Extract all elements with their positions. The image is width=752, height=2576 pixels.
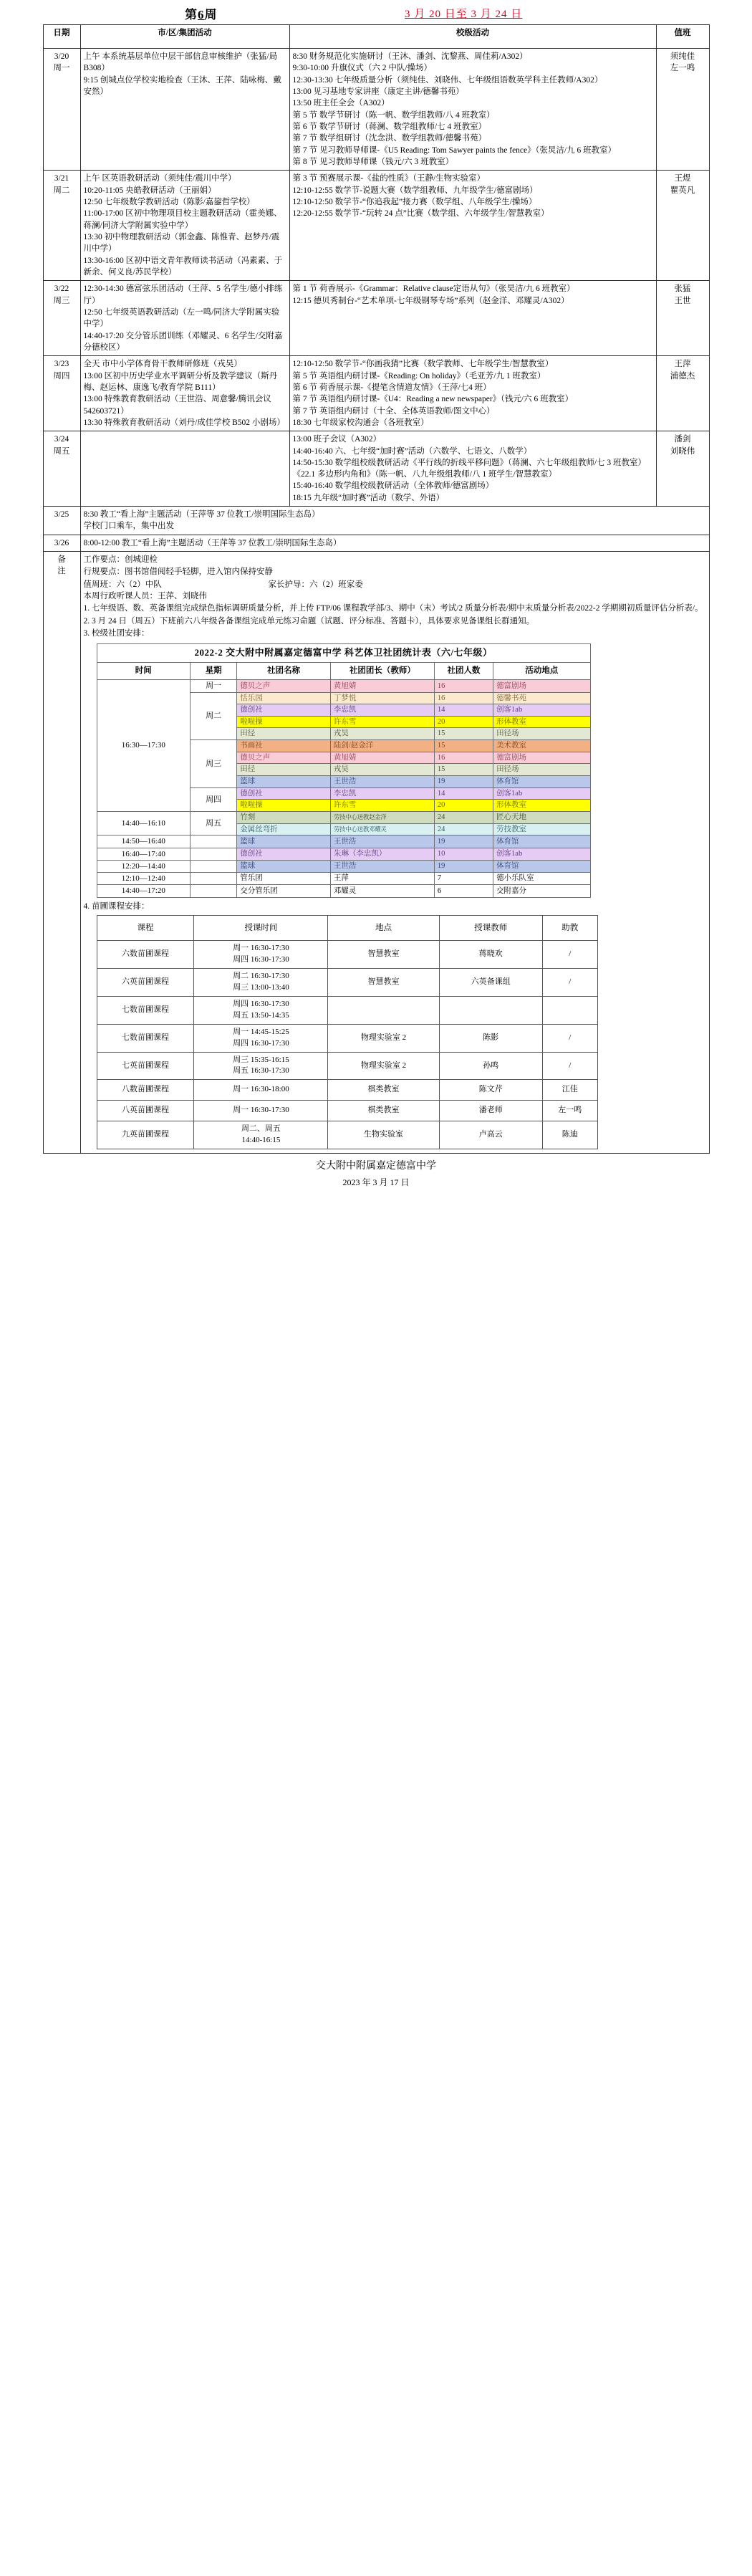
duty-line2: 浦德杰	[670, 371, 695, 380]
seed-assistant: /	[542, 1024, 597, 1052]
club-day: 周二	[191, 692, 237, 740]
club-col-day: 星期	[191, 663, 237, 680]
club-count: 15	[434, 728, 493, 740]
seed-time: 周二 16:30-17:30 周三 13:00-13:40	[194, 968, 328, 996]
club-col-time: 时间	[97, 663, 191, 680]
seed-teacher: 陈影	[439, 1024, 542, 1052]
date-line1: 3/23	[54, 360, 69, 369]
club-leader: 黄旭婧	[330, 680, 434, 692]
club-place: 匠心天地	[493, 811, 590, 823]
club-leader: 朱琳（李忠凯）	[330, 848, 434, 860]
club-name: 管乐团	[237, 873, 331, 885]
remarks-duty-parent-line	[84, 579, 706, 590]
table-row	[43, 507, 709, 535]
weekly-activity-table	[43, 24, 710, 1154]
club-place: 德馨书苑	[493, 692, 590, 704]
club-count: 24	[434, 823, 493, 835]
seed-row	[97, 1052, 597, 1080]
club-place: 体育馆	[493, 835, 590, 848]
row-city-activity-4	[80, 431, 289, 507]
seed-assistant: 江佳	[542, 1080, 597, 1101]
footer-school-name: 交大附中附属嘉定德富中学	[316, 1161, 436, 1172]
club-col-leader: 社团团长（教师）	[330, 663, 434, 680]
club-count: 19	[434, 860, 493, 872]
club-count: 24	[434, 811, 493, 823]
seed-assistant: 陈迪	[542, 1121, 597, 1149]
club-count: 16	[434, 692, 493, 704]
table-row	[43, 431, 709, 507]
date-line1: 3/20	[54, 52, 69, 61]
club-name: 田径	[237, 764, 331, 776]
club-place: 德富剧场	[493, 680, 590, 692]
remarks-duty-class: 值周班：六（2）中队	[83, 580, 162, 589]
club-table-body	[97, 680, 590, 897]
seed-place: 物理实验室 2	[328, 1052, 439, 1080]
date-range	[405, 6, 522, 21]
remarks-label	[43, 552, 80, 1154]
row-duty-4	[656, 431, 709, 507]
date-line2: 周三	[53, 296, 70, 305]
seed-course: 七数苗圃课程	[97, 996, 194, 1024]
club-count: 14	[434, 704, 493, 717]
club-leader: 王世浩	[330, 860, 434, 872]
seed-course: 八数苗圃课程	[97, 1080, 194, 1101]
club-leader: 黄旭婧	[330, 752, 434, 764]
club-name: 篮球	[237, 776, 331, 788]
club-row	[97, 873, 590, 885]
week-suffix: 周	[204, 8, 218, 21]
club-count: 14	[434, 787, 493, 800]
club-col-count: 社团人数	[434, 663, 493, 680]
seed-course: 六数苗圃课程	[97, 941, 194, 969]
club-place: 劳技教室	[493, 823, 590, 835]
club-count: 15	[434, 764, 493, 776]
club-day: 周一	[191, 680, 237, 692]
table-row	[43, 171, 709, 281]
duty-line2: 左一鸣	[670, 64, 695, 73]
column-header-date: 日期	[43, 25, 80, 49]
seed-place: 物理实验室 2	[328, 1024, 439, 1052]
club-count: 19	[434, 835, 493, 848]
seed-teacher: 陈文芹	[439, 1080, 542, 1101]
club-count: 15	[434, 740, 493, 752]
club-name: 交分管乐团	[237, 885, 331, 897]
date-line2: 周四	[53, 371, 70, 380]
seed-row	[97, 1101, 597, 1121]
club-col-place: 活动地点	[493, 663, 590, 680]
row-date-extra-0	[43, 507, 80, 535]
seed-teacher: 蒋晓欢	[439, 941, 542, 969]
club-name: 德贝之声	[237, 752, 331, 764]
club-header-row	[97, 663, 590, 680]
table-row	[43, 49, 709, 171]
seed-header-row	[97, 916, 597, 941]
club-place: 创客1ab	[493, 848, 590, 860]
club-day: 周五	[191, 811, 237, 835]
seed-assistant: /	[542, 1052, 597, 1080]
row-school-activity-4: 13:00 班子会议（A302） 14:40-16:40 六、七年级“加时赛”活动（六数学、七语文、八数学） 14:50-15:30 数学组校级教研活动《平行线的折线平移问题》（蒋澜、六七年级组教师/七 3 班教室） 《22.1 多边形内角和》（陈一帆、八九年级组教师/八 1 班学生/智慧教室） 15:40-16:40 数学组校级教研活动（全体教师/德富剧场） 18:15 九年级“加时赛”活动（数学、外语）	[289, 431, 656, 507]
seed-teacher: 六英备课组	[439, 968, 542, 996]
club-time: 12:10—12:40	[97, 873, 191, 885]
club-name: 竹刻	[237, 811, 331, 823]
row-date-extra-1	[43, 535, 80, 551]
table-row	[43, 281, 709, 356]
duty-line1: 潘剑	[674, 435, 691, 444]
seed-time: 周一 16:30-17:30	[194, 1101, 328, 1121]
week-title	[185, 4, 218, 22]
remarks-label-char-0: 备	[57, 555, 66, 565]
row-duty-1	[656, 171, 709, 281]
club-row	[97, 848, 590, 860]
club-name: 恬乐园	[237, 692, 331, 704]
club-leader: 王萍	[330, 873, 434, 885]
row-city-activity-2: 12:30-14:30 德富弦乐团活动（王萍、5 名学生/德小排练厅） 12:50 七年级英语教研活动（左一鸣/同济大学附属实验中学） 14:40-17:20 交分管乐团训练（邓耀灵、6 名学生/交附嘉分德校区）	[80, 281, 289, 356]
remarks-listen-staff: 本周行政听课人员：王萍、刘晓伟	[83, 592, 207, 601]
club-day	[191, 885, 237, 897]
seed-row	[97, 968, 597, 996]
page-footer	[43, 1158, 709, 1198]
seed-assistant: 左一鸣	[542, 1101, 597, 1121]
seed-teacher: 孙鸣	[439, 1052, 542, 1080]
row-school-activity-0: 8:30 财务规范化实施研讨（王沐、潘剑、沈黎燕、周佳莉/A302） 9:30-10:00 升旗仪式（六 2 中队/操场） 12:30-13:30 七年级质量分析（须纯佳、刘晓伟、七年级组语数英学科主任教师/A302） 13:00 见习基地专家讲座（康定主讲/德馨书苑） 13:50 班主任全会（A302） 第 5 节 数学节研讨（陈一帆、数学组教师/八 4 班教室） 第 6 节 数学节研讨（蒋澜、数学组教师/七 4 班教室） 第 7 节 数学组研讨（沈念洪、数学组教师/德馨书苑） 第 7 节 见习教师导师课-《U5 Reading: Tom Sawyer paints the fence》（张炅洁/九 6 班教室） 第 8 节 见习教师导师课（钱元/六 3 班教室）	[289, 49, 656, 171]
club-leader: 戎昊	[330, 728, 434, 740]
club-place: 体育馆	[493, 776, 590, 788]
row-date-0	[43, 49, 80, 171]
row-extra-text-1: 8:00-12:00 教工“看上海”主题活动（王萍等 37 位教工/崇明国际生态岛）	[80, 535, 709, 551]
seed-teacher	[439, 996, 542, 1024]
date-line1: 3/25	[54, 510, 69, 519]
seed-course: 八英苗圃课程	[97, 1101, 194, 1121]
club-name: 书画社	[237, 740, 331, 752]
club-place: 田径场	[493, 764, 590, 776]
remarks-parent-guide: 家长护导：六（2）班家委	[268, 580, 363, 589]
club-count: 16	[434, 752, 493, 764]
club-leader: 王世浩	[330, 776, 434, 788]
seed-place: 棋类教室	[328, 1101, 439, 1121]
duty-line1: 张猛	[674, 284, 691, 294]
club-day	[191, 873, 237, 885]
seed-assistant: /	[542, 968, 597, 996]
seed-row	[97, 1024, 597, 1052]
seed-col-place: 地点	[328, 916, 439, 941]
remarks-work-point: 工作要点：创城迎检	[83, 555, 158, 565]
club-statistics-table	[97, 643, 591, 897]
club-name: 田径	[237, 728, 331, 740]
club-leader: 王世浩	[330, 835, 434, 848]
club-count: 7	[434, 873, 493, 885]
duty-line1: 王萍	[674, 360, 691, 369]
seed-col-teacher: 授课教师	[439, 916, 542, 941]
date-line2: 周二	[53, 186, 70, 195]
club-row	[97, 885, 590, 897]
row-school-activity-2: 第 1 节 荷香展示-《Grammar：Relative clause定语从句》（张昊洁/九 6 班教室） 12:15 德贝秀制台-“艺术单项-七年级钢琴专场”系列（赵金洋、邓耀灵/A302）	[289, 281, 656, 356]
seed-col-course: 课程	[97, 916, 194, 941]
row-date-4	[43, 431, 80, 507]
club-count: 19	[434, 776, 493, 788]
remarks-item-1: 1. 七年级语、数、英备课组完成绿色指标调研质量分析，并上传 FTP/06 课程教学部/3、期中（末）考试/2 质量分析表/期中末质量分析表/2022-2 学期期初质量评估分析表/。	[83, 604, 703, 613]
club-leader: 李忠凯	[330, 787, 434, 800]
date-line1: 3/26	[54, 538, 69, 547]
seed-time: 周二、周五 14:40-16:15	[194, 1121, 328, 1149]
seed-row	[97, 941, 597, 969]
seed-course: 七英苗圃课程	[97, 1052, 194, 1080]
seed-row	[97, 1121, 597, 1149]
seed-time: 周一 14:45-15:25 周四 16:30-17:30	[194, 1024, 328, 1052]
club-name: 金属丝弯折	[237, 823, 331, 835]
date-line1: 3/22	[54, 284, 69, 294]
club-row	[97, 835, 590, 848]
club-place: 美术教室	[493, 740, 590, 752]
club-row	[97, 811, 590, 823]
remarks-body	[80, 552, 709, 1154]
title-bar	[0, 0, 752, 24]
club-place: 形体教室	[493, 716, 590, 728]
club-place: 德小乐队室	[493, 873, 590, 885]
seed-time: 周三 15:35-16:15 周五 16:30-17:30	[194, 1052, 328, 1080]
seed-place: 智慧教室	[328, 968, 439, 996]
club-place: 体育馆	[493, 860, 590, 872]
club-time: 16:40—17:40	[97, 848, 191, 860]
club-row	[97, 680, 590, 692]
club-day: 周四	[191, 787, 237, 811]
club-leader: 许东雪	[330, 800, 434, 812]
seed-course: 九英苗圃课程	[97, 1121, 194, 1149]
club-name: 啦啦操	[237, 800, 331, 812]
date-line2: 周一	[53, 64, 70, 73]
seed-time: 周一 16:30-18:00	[194, 1080, 328, 1101]
date-line1: 3/21	[54, 174, 69, 183]
table-header-row	[43, 25, 709, 49]
club-place: 创客1ab	[493, 787, 590, 800]
seed-col-time: 授课时间	[194, 916, 328, 941]
seed-course: 六英苗圃课程	[97, 968, 194, 996]
duty-line1: 王煜	[674, 174, 691, 183]
weekly-schedule-page	[0, 0, 752, 1198]
table-row	[43, 535, 709, 551]
club-place: 田径场	[493, 728, 590, 740]
remarks-item-2: 2. 3 月 24 日（周五）下班前六八年级各备课组完成单元练习命题（试题、评分标准、答题卡），具体要求见备课组长群通知。	[83, 616, 535, 626]
club-place: 德富剧场	[493, 752, 590, 764]
club-count: 20	[434, 716, 493, 728]
remarks-rule-point: 行规要点：图书馆借阅轻手轻脚，进入馆内保持安静	[83, 568, 273, 577]
row-school-activity-3: 12:10-12:50 数学节-“你画我猜”比赛（数学教师、七年级学生/智慧教室） 第 5 节 英语组内研讨课-《Reading: On holiday》（毛亚芳/九 1 班教室） 第 6 节 荷香展示课-《提笔含情道友情》（王萍/七4 班） 第 7 节 英语组内研讨课-《U4：Reading a new newspaper》（钱元/六 6 班教室） 第 7 节 英语组内研讨（十全、全体英语教师/图文中心） 18:30 七年级家校沟通会（各班教室）	[289, 356, 656, 431]
club-count: 20	[434, 800, 493, 812]
club-time: 14:50—16:40	[97, 835, 191, 848]
seedling-course-table	[97, 915, 598, 1149]
club-table-wrapper	[97, 643, 706, 897]
row-city-activity-0: 上午 本系统基层单位中层干部信息审核维护（张猛/局 B308） 9:15 创城点位学校实地检查（王沐、王萍、陆咏梅、戴安然）	[80, 49, 289, 171]
seed-assistant	[542, 996, 597, 1024]
seed-assistant: /	[542, 941, 597, 969]
seed-table-body	[97, 941, 597, 1149]
remarks-label-char-1: 注	[57, 567, 66, 576]
duty-line2: 王世	[674, 296, 691, 305]
club-leader: 李忠凯	[330, 704, 434, 717]
weekly-activity-body	[43, 49, 709, 1154]
date-range-text: 3 月 20 日至 3 月 24 日	[405, 9, 523, 20]
seed-time: 周四 16:30-17:30 周五 13:50-14:35	[194, 996, 328, 1024]
remarks-item-4: 4. 苗圃课程安排：	[83, 901, 150, 911]
row-date-1	[43, 171, 80, 281]
club-day	[191, 848, 237, 860]
club-name: 德贝之声	[237, 680, 331, 692]
club-day	[191, 835, 237, 848]
table-row	[43, 356, 709, 431]
club-col-name: 社团名称	[237, 663, 331, 680]
seed-teacher: 卢高云	[439, 1121, 542, 1149]
seed-time: 周一 16:30-17:30 周四 16:30-17:30	[194, 941, 328, 969]
column-header-city: 市/区/集团活动	[80, 25, 289, 49]
remarks-row	[43, 552, 709, 1154]
seed-place: 棋类教室	[328, 1080, 439, 1101]
seed-place: 智慧教室	[328, 941, 439, 969]
seed-course: 七数苗圃课程	[97, 1024, 194, 1052]
club-time: 12:20—14:40	[97, 860, 191, 872]
seed-teacher: 潘老师	[439, 1101, 542, 1121]
duty-line1: 须纯佳	[670, 52, 695, 61]
club-table-title: 2022-2 交大附中附属嘉定德富中学 科艺体卫社团统计表（六/七年级）	[97, 644, 590, 663]
row-school-activity-1: 第 3 节 预赛展示课-《盐的性质》（王静/生物实验室） 12:10-12:55 数学节-说题大赛（数学组教师、九年级学生/德富剧场） 12:10-12:50 数学节-“你追我起”接力赛（数学组、八年级学生/操场） 12:20-12:55 数学节-“玩转 24 点”比赛（数学组、六年级学生/智慧教室）	[289, 171, 656, 281]
club-leader: 劳技中心送教赵金洋	[330, 811, 434, 823]
club-time: 16:30—17:30	[97, 680, 191, 812]
footer-date: 2023 年 3 月 17 日	[342, 1177, 410, 1188]
club-name: 啦啦操	[237, 716, 331, 728]
row-duty-2	[656, 281, 709, 356]
club-leader: 邓耀灵	[330, 885, 434, 897]
date-line1: 3/24	[54, 435, 69, 444]
club-count: 6	[434, 885, 493, 897]
remarks-item-3: 3. 校级社团安排：	[83, 629, 150, 638]
row-duty-0	[656, 49, 709, 171]
club-name: 德创社	[237, 787, 331, 800]
seed-col-assistant: 助教	[542, 916, 597, 941]
seed-table-wrapper	[97, 915, 706, 1149]
club-place: 交附嘉分	[493, 885, 590, 897]
club-name: 篮球	[237, 835, 331, 848]
row-extra-text-0: 8:30 教工“看上海”主题活动（王萍等 37 位教工/崇明国际生态岛） 学校门口乘车，集中出发	[80, 507, 709, 535]
seed-row	[97, 996, 597, 1024]
club-title-row	[97, 644, 590, 663]
club-place: 创客1ab	[493, 704, 590, 717]
club-time: 14:40—16:10	[97, 811, 191, 835]
row-city-activity-1: 上午 区英语教研活动（须纯佳/震川中学） 10:20-11:05 央皓教研活动（王丽娟） 12:50 七年级数学教研活动（陈影/嘉鋆哲学校） 11:00-17:00 区初中物理项目校主题教研活动（霍美娜、蒋澜/同济大学附属实验中学） 13:30 初中物理教研活动（郭金鑫、陈惟青、赵梦丹/震川中学） 13:30-16:00 区初中语文青年教师读书活动（冯素素、于新余、何义良/苏民学校）	[80, 171, 289, 281]
seed-place	[328, 996, 439, 1024]
row-city-activity-3: 全天 市中小学体育骨干教师研修班（戎昊） 13:00 区初中历史学业水平调研分析及教学建议（斯丹梅、赵运林、康逸飞/教育学院 B111） 13:00 特殊教育教研活动（王世浩、周意馨/腾讯会议 542603721） 13:30 特殊教育教研活动（刘丹/成佳学校 B502 小剧场）	[80, 356, 289, 431]
club-name: 德创社	[237, 848, 331, 860]
seed-place: 生物实验室	[328, 1121, 439, 1149]
column-header-duty: 值班	[656, 25, 709, 49]
club-day	[191, 860, 237, 872]
duty-line2: 刘晓伟	[670, 446, 695, 456]
club-leader: 许东雪	[330, 716, 434, 728]
club-leader: 劳技中心送教邓耀灵	[330, 823, 434, 835]
duty-line2: 瞿英凡	[670, 186, 695, 195]
row-duty-3	[656, 356, 709, 431]
club-time: 14:40—17:20	[97, 885, 191, 897]
date-line2: 周五	[53, 446, 70, 456]
week-prefix: 第	[185, 8, 198, 21]
club-row	[97, 860, 590, 872]
club-count: 10	[434, 848, 493, 860]
club-leader: 丁梦悦	[330, 692, 434, 704]
row-date-2	[43, 281, 80, 356]
club-place: 形体教室	[493, 800, 590, 812]
seed-row	[97, 1080, 597, 1101]
club-name: 篮球	[237, 860, 331, 872]
club-leader: 戎昊	[330, 764, 434, 776]
club-count: 16	[434, 680, 493, 692]
column-header-school: 校级活动	[289, 25, 656, 49]
week-number: 6	[198, 8, 205, 21]
club-name: 德创社	[237, 704, 331, 717]
club-day: 周三	[191, 740, 237, 788]
row-date-3	[43, 356, 80, 431]
club-leader: 陆剑/赵金洋	[330, 740, 434, 752]
